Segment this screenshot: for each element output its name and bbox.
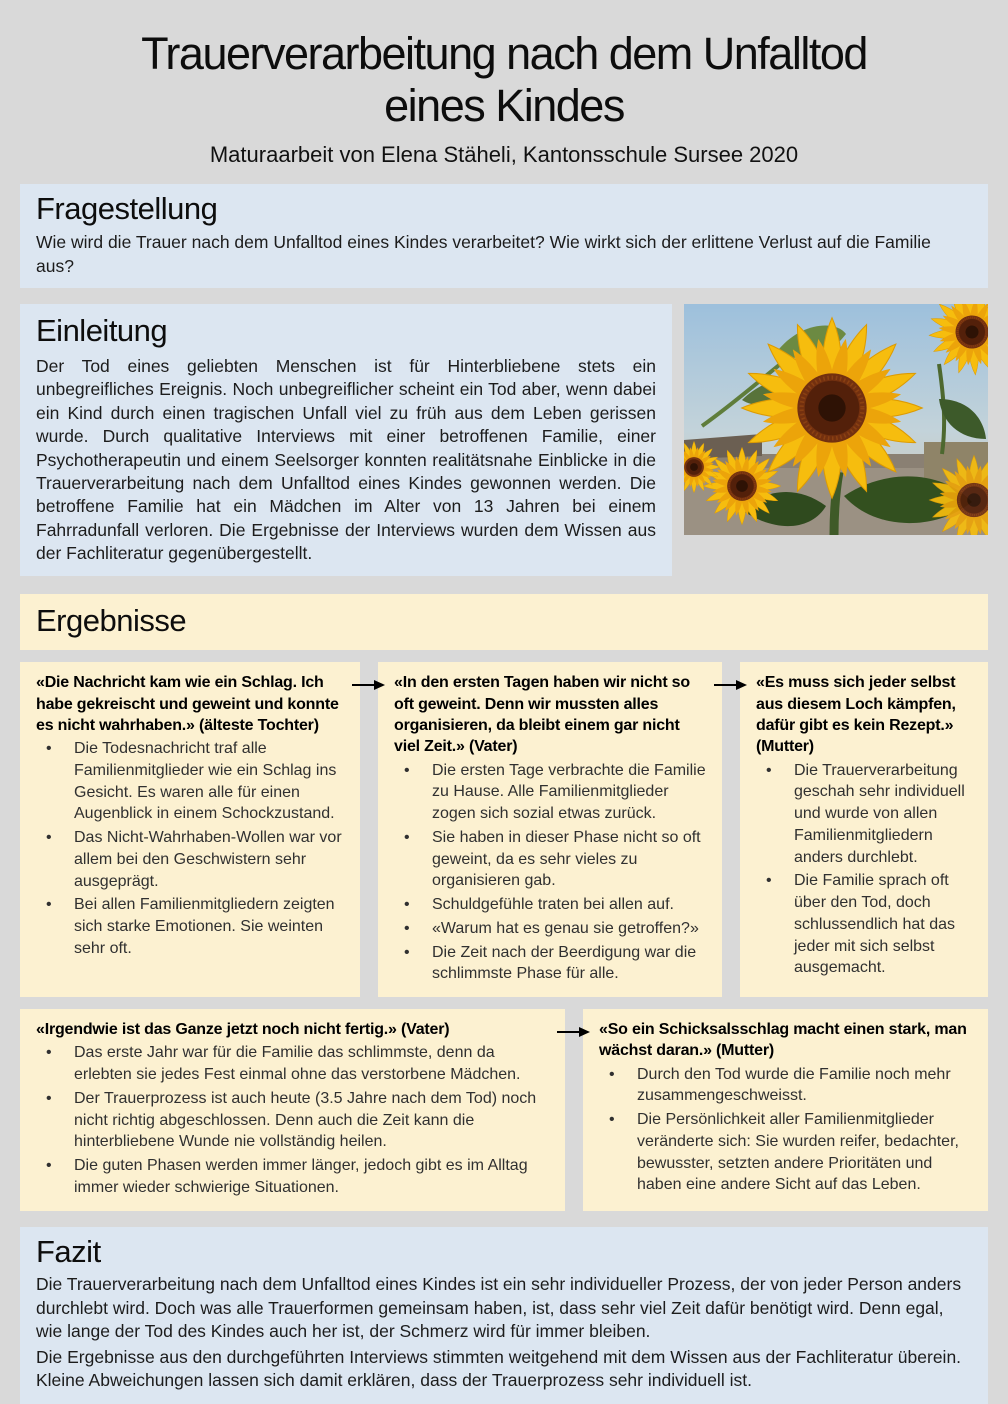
quote-box-5	[583, 1009, 988, 1211]
list-item: • Schuldgefühle traten bei allen auf.	[394, 894, 706, 916]
poster-title	[0, 28, 1008, 132]
arrow-right-icon	[712, 678, 748, 692]
list-item: • Die Familie sprach oft über den Tod, doch schlussendlich hat das jeder mit sich selbst ausgemacht.	[756, 870, 972, 979]
poster-title-line2: eines Kindes	[384, 80, 624, 132]
sunflower-photo	[684, 304, 988, 535]
einleitung-text: Der Tod eines geliebten Menschen ist für Hinterbliebene stets ein unbegreifliches Ereignis. Noch unbegreiflicher scheint ein Tod aber, wenn dabei ein Kind durch einen tragischen Unfall viel zu früh aus dem Leben gerissen wurde. Durch qualitative Interviews mit einer betroffenen Familie, einer Psychotherapeutin und einem Seelsorger konnten realitätsnahe Einblicke in die Trauerverarbeitung nach dem Unfalltod eines Kindes gewonnen werden. Die betroffene Familie hat ein Mädchen im Alter von 13 Jahren bei einem Fahrradunfall verloren. Die Ergebnisse der Interviews wurden dem Wissen aus der Fachliteratur gegenübergestellt.	[36, 355, 656, 564]
quote-box-3-bullets	[756, 760, 972, 980]
arrow-right-icon	[555, 1025, 591, 1039]
list-item: • Das Nicht-Wahrhaben-Wollen war vor allem bei den Geschwistern sehr ausgeprägt.	[36, 827, 344, 892]
quote-box-1-quote: «Die Nachricht kam wie ein Schlag. Ich habe gekreischt und geweint und konnte es nicht wahrhaben.» (älteste Tochter)	[36, 674, 339, 734]
fragestellung-heading: Fragestellung	[36, 191, 218, 227]
list-item: • Die Todesnachricht traf alle Familienmitglieder wie ein Schlag ins Gesicht. Es waren alle für einen Augenblick in einem Schockzustand.	[36, 738, 344, 825]
list-item: • Die Zeit nach der Beerdigung war die schlimmste Phase für alle.	[394, 942, 706, 986]
poster-title-line1: Trauerverarbeitung nach dem Unfalltod	[141, 28, 867, 79]
fazit-text-2: Die Ergebnisse aus den durchgeführten Interviews stimmten weitgehend mit dem Wissen aus der Fachliteratur überein. Kleine Abweichungen lassen sich damit erklären, dass der Trauerprozess sehr individuell ist.	[36, 1346, 962, 1391]
quote-box-4-bullets	[36, 1042, 549, 1198]
fazit-text-1: Die Trauerverarbeitung nach dem Unfalltod eines Kindes ist ein sehr individueller Prozess, der von jeder Person anders durchlebt wird. Doch was alle Trauerformen gemeinsam haben, ist, dass sehr viel Zeit dafür benötigt wird. Denn egal, wie lange der Tod des Kindes auch her ist, der Schmerz wird für immer bleiben.	[36, 1274, 962, 1342]
ergebnisse-row-2	[20, 1009, 988, 1211]
list-item: • Das erste Jahr war für die Familie das schlimmste, denn da erlebten sie jedes Fest einmal ohne das verstorbene Mädchen.	[36, 1042, 549, 1086]
quote-box-1-bullets	[36, 738, 344, 960]
list-item: • Die Persönlichkeit aller Familienmitglieder veränderte sich: Sie wurden reifer, bedachter, bewusster, setzten andere Prioritäten und haben eine andere Sicht auf das Leben.	[599, 1109, 972, 1196]
ergebnisse-row-1	[20, 662, 988, 997]
quote-box-3	[740, 662, 988, 997]
quote-box-4-quote: «Irgendwie ist das Ganze jetzt noch nicht fertig.» (Vater)	[36, 1021, 450, 1038]
list-item: • «Warum hat es genau sie getroffen?»	[394, 918, 706, 940]
list-item: • Sie haben in dieser Phase nicht so oft geweint, da es sehr vieles zu organisieren gab.	[394, 827, 706, 892]
arrow-right-icon	[350, 678, 386, 692]
quote-box-4	[20, 1009, 565, 1211]
section-fazit	[20, 1227, 988, 1404]
fragestellung-text: Wie wird die Trauer nach dem Unfalltod eines Kindes verarbeitet? Wie wirkt sich der erlittene Verlust auf die Familie aus?	[36, 232, 931, 276]
quote-box-3-quote: «Es muss sich jeder selbst aus diesem Loch kämpfen, dafür gibt es kein Rezept.» (Mutter)	[756, 674, 956, 756]
quote-box-5-bullets	[599, 1064, 972, 1197]
ergebnisse-heading: Ergebnisse	[36, 602, 187, 638]
section-fragestellung	[20, 184, 988, 288]
quote-box-2	[378, 662, 722, 997]
section-einleitung	[20, 304, 672, 576]
einleitung-row	[20, 304, 988, 576]
quote-box-2-bullets	[394, 760, 706, 986]
fazit-heading: Fazit	[36, 1233, 101, 1269]
list-item: • Die Trauerverarbeitung geschah sehr individuell und wurde von allen Familienmitgliedern anders durchlebt.	[756, 760, 972, 869]
poster-subtitle: Maturaarbeit von Elena Stäheli, Kantonsschule Sursee 2020	[209, 142, 799, 168]
list-item: • Die ersten Tage verbrachte die Familie zu Hause. Alle Familienmitglieder zogen sich sozial etwas zurück.	[394, 760, 706, 825]
list-item: • Der Trauerprozess ist auch heute (3.5 Jahre nach dem Tod) noch nicht richtig abgeschlossen. Denn auch die Zeit kann die hinterbliebene Wunde nie vollständig heilen.	[36, 1088, 549, 1153]
quote-box-2-quote: «In den ersten Tagen haben wir nicht so oft geweint. Denn wir mussten alles organisieren, da bleibt einem gar nicht viel Zeit.» (Vater)	[394, 674, 690, 756]
sunflower-illustration	[684, 304, 988, 535]
list-item: • Bei allen Familienmitgliedern zeigten sich starke Emotionen. Sie weinten sehr oft.	[36, 894, 344, 959]
einleitung-heading: Einleitung	[36, 313, 168, 348]
quote-box-5-quote: «So ein Schicksalsschlag macht einen stark, man wächst daran.» (Mutter)	[599, 1021, 967, 1060]
section-ergebnisse-header	[20, 594, 988, 651]
list-item: • Die guten Phasen werden immer länger, jedoch gibt es im Alltag immer wieder schwierige Situationen.	[36, 1155, 549, 1199]
quote-box-1	[20, 662, 360, 997]
list-item: • Durch den Tod wurde die Familie noch mehr zusammengeschweisst.	[599, 1064, 972, 1108]
